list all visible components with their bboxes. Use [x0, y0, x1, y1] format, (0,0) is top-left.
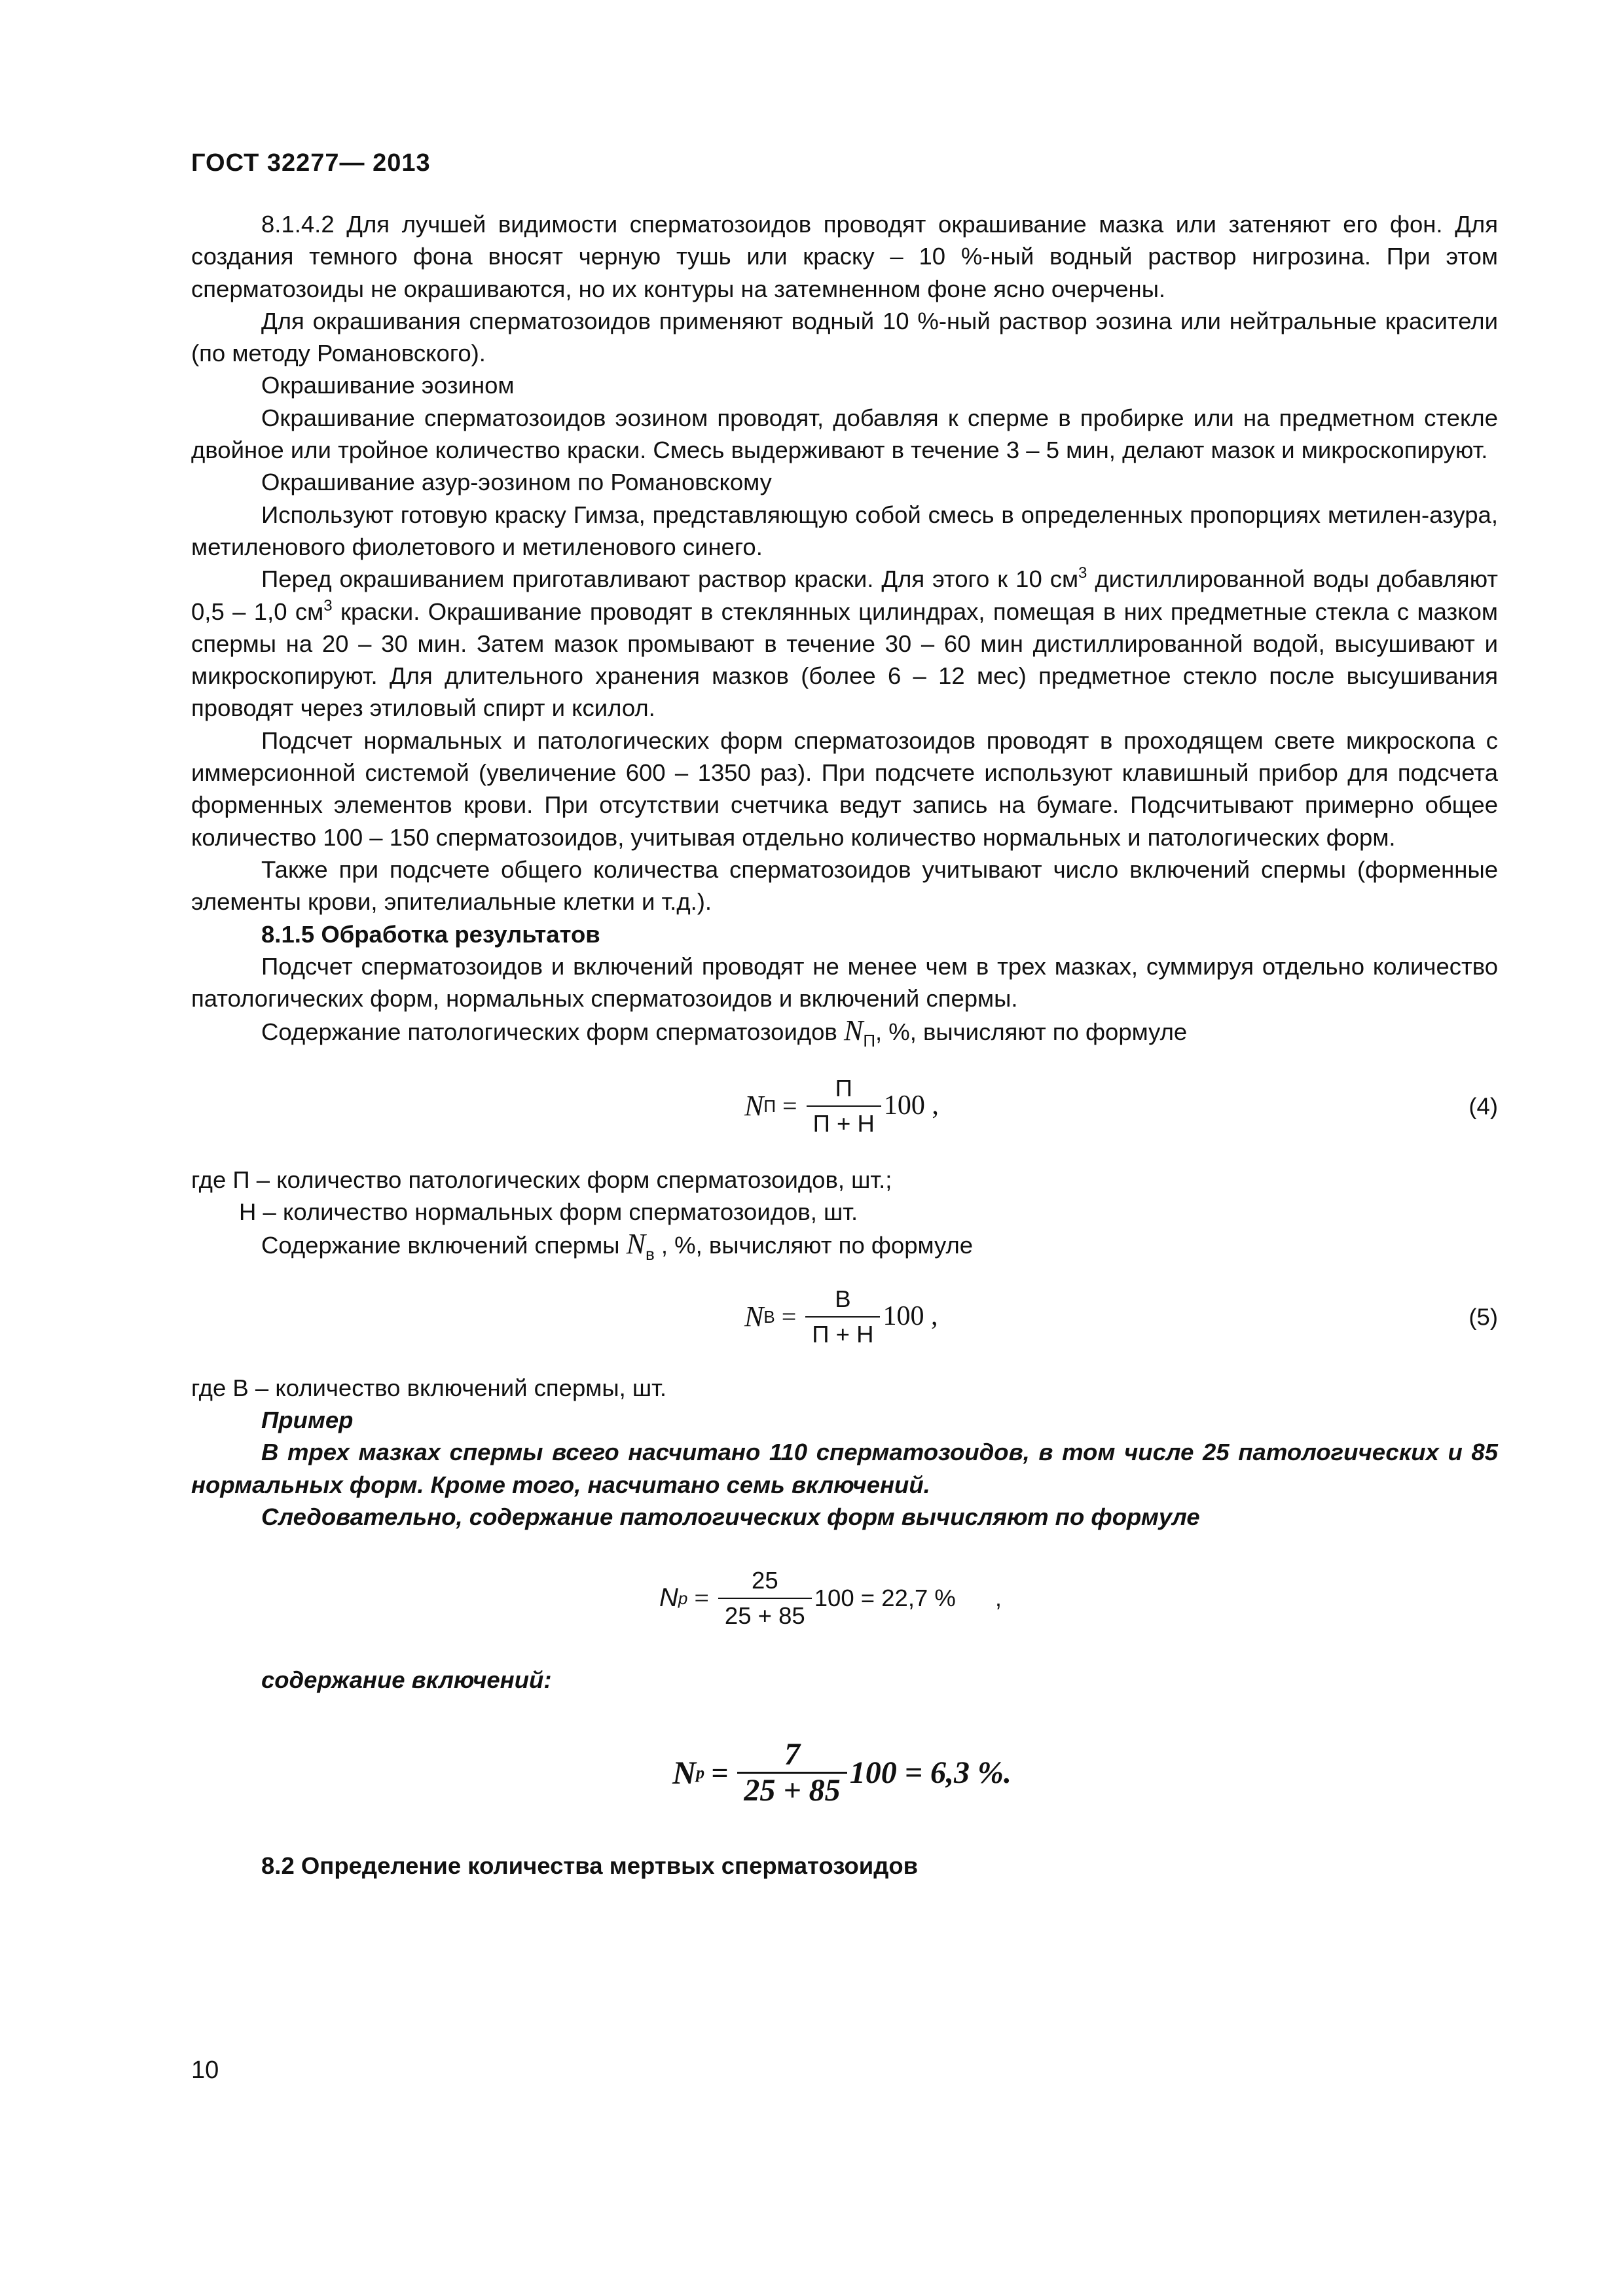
- formula-4: [191, 1049, 1498, 1164]
- text-run: Содержание патологических форм сперматозоидов: [261, 1018, 844, 1046]
- formula-example-1: [191, 1533, 1498, 1664]
- multiplier: 100 ,: [883, 1300, 938, 1331]
- denominator: 25 + 85: [718, 1598, 812, 1630]
- example-text: Следовательно, содержание патологических форм вычисляют по формуле: [261, 1503, 1200, 1530]
- section-heading: 8.2 Определение количества мертвых сперматозоидов: [261, 1852, 919, 1880]
- formula-result: 100 = 22,7 %: [814, 1585, 956, 1612]
- page-number: 10: [191, 2056, 219, 2084]
- denominator: П + Н: [805, 1316, 880, 1349]
- paragraph: Также при подсчете общего количества сперматозоидов учитывают число включений спермы (форменные элементы крови, эпителиальные клетки и т.д.).: [191, 855, 1498, 916]
- equation-number: (4): [1468, 1092, 1498, 1120]
- definition: Н – количество нормальных форм сперматозоидов, шт.: [239, 1198, 858, 1226]
- text-run: , %, вычисляют по формуле: [654, 1232, 974, 1259]
- denominator: П + Н: [807, 1105, 881, 1138]
- example-text: В трех мазках спермы всего насчитано 110 сперматозоидов, в том числе 25 патологических и 85 нормальных форм. Кроме того, насчитано семь включений.: [191, 1439, 1498, 1498]
- fraction: [718, 1566, 812, 1630]
- numerator: 7: [784, 1737, 800, 1772]
- subscript: в: [645, 1244, 655, 1265]
- subheading: Окрашивание азур-эозином по Романовскому: [261, 469, 772, 496]
- symbol-n: N: [744, 1090, 764, 1122]
- example-text: содержание включений:: [261, 1666, 552, 1694]
- symbol-n: N: [843, 1014, 864, 1047]
- example-title: Пример: [261, 1406, 354, 1433]
- text-run: дистиллированной воды добавляют 0,5 – 1,0 см: [191, 565, 1498, 625]
- symbol-n: N: [744, 1300, 764, 1333]
- formula-expression: N П = $\frac{П}{П + Н}$ 100 ,: [744, 1074, 939, 1137]
- document-header: ГОСТ 32277— 2013: [191, 149, 431, 177]
- subheading: Окрашивание эозином: [261, 372, 515, 399]
- fraction: [805, 1285, 880, 1349]
- document-body: [191, 208, 1498, 1882]
- fraction: [737, 1737, 847, 1808]
- text-run: , %, вычисляют по формуле: [875, 1018, 1188, 1046]
- formula-period: .: [1004, 1755, 1012, 1791]
- denominator: 25 + 85: [737, 1772, 847, 1805]
- paragraph: Подсчет нормальных и патологических форм сперматозоидов проводят в проходящем свете микроскопа с иммерсионной системой (увеличение 600 – 1350 раз). При подсчете используют клавишный прибор для подсчета форменных элементов крови. При отсутствии счетчика ведут запись на бумаге. Подсчитывают примерно общее количество 100 – 150 сперматозоидов, учитывая отдельно количество нормальных и патологических форм.: [191, 726, 1498, 851]
- section-heading: 8.1.5 Обработка результатов: [261, 920, 600, 948]
- definition: где В – количество включений спермы, шт.: [191, 1374, 666, 1401]
- formula-5: [191, 1262, 1498, 1372]
- equals-sign: =: [782, 1091, 797, 1121]
- multiplier: 100 ,: [883, 1090, 939, 1121]
- numerator: В: [835, 1285, 851, 1312]
- subscript: П: [863, 1031, 876, 1051]
- paragraph: 8.1.4.2 Для лучшей видимости сперматозоидов проводят окрашивание мазка или затеняют его фон. Для создания темного фона вносят черную тушь или краску – 10 %-ный водный раствор нигрозина. При этом сперматозоиды не окрашиваются, но их контуры на затемненном фоне ясно очерчены.: [191, 211, 1498, 302]
- text-run: краски. Окрашивание проводят в стеклянных цилиндрах, помещая в них предметные стекла с мазком спермы на 20 – 30 мин. Затем мазок промывают в течение 30 – 60 мин дистиллированной водой, высушивают и микроскопируют. Для длительного хранения мазков (более 6 – 12 мес) предметное стекло после высушивания проводят через этиловый спирт и ксилол.: [191, 598, 1498, 722]
- paragraph: Окрашивание сперматозоидов эозином проводят, добавляя к сперме в пробирке или на предметном стекле двойное или тройное количество краски. Смесь выдерживают в течение 3 – 5 мин, делают мазок и микроскопируют.: [191, 404, 1498, 464]
- paragraph: Подсчет сперматозоидов и включений проводят не менее чем в трех мазках, суммируя отдельно количество патологических форм, нормальных сперматозоидов и включений спермы.: [191, 952, 1498, 1013]
- superscript: 3: [1078, 564, 1087, 583]
- symbol-n: N: [659, 1583, 678, 1613]
- text-run: Содержание включений спермы: [261, 1232, 627, 1259]
- equation-number: (5): [1468, 1302, 1498, 1330]
- equals-sign: =: [781, 1301, 797, 1331]
- paragraph: [191, 563, 1498, 724]
- symbol-n: N: [672, 1754, 697, 1791]
- formula-result: 100 = 6,3 %: [849, 1755, 1004, 1791]
- paragraph: [191, 1228, 1498, 1265]
- formula-expression: N p = $\frac{25}{25 + 85}$ 100 = 22,7 % ,: [659, 1567, 1002, 1630]
- symbol-n: N: [626, 1228, 646, 1261]
- formula-expression: N p = $\frac{7}{25 + 85}$ 100 = 6,3 % .: [672, 1737, 1012, 1808]
- paragraph: Для окрашивания сперматозоидов применяют водный 10 %-ный раствор эозина или нейтральные красители (по методу Романовского).: [191, 307, 1498, 367]
- superscript: 3: [323, 596, 333, 615]
- equals-sign: =: [711, 1756, 729, 1790]
- numerator: П: [835, 1074, 852, 1102]
- formula-example-2: [191, 1696, 1498, 1850]
- formula-comma: ,: [994, 1585, 1002, 1612]
- paragraph: [191, 1014, 1498, 1051]
- paragraph: Используют готовую краску Гимза, представляющую собой смесь в определенных пропорциях метилен-азура, метиленового фиолетового и метиленового синего.: [191, 501, 1498, 560]
- equals-sign: =: [694, 1583, 709, 1613]
- text-run: Перед окрашиванием приготавливают раствор краски. Для этого к 10 см: [261, 565, 1079, 593]
- fraction: [807, 1074, 881, 1138]
- definition: где П – количество патологических форм сперматозоидов, шт.;: [191, 1166, 892, 1193]
- formula-expression: N В = $\frac{В}{П + Н}$ 100 ,: [744, 1285, 938, 1348]
- numerator: 25: [752, 1567, 778, 1594]
